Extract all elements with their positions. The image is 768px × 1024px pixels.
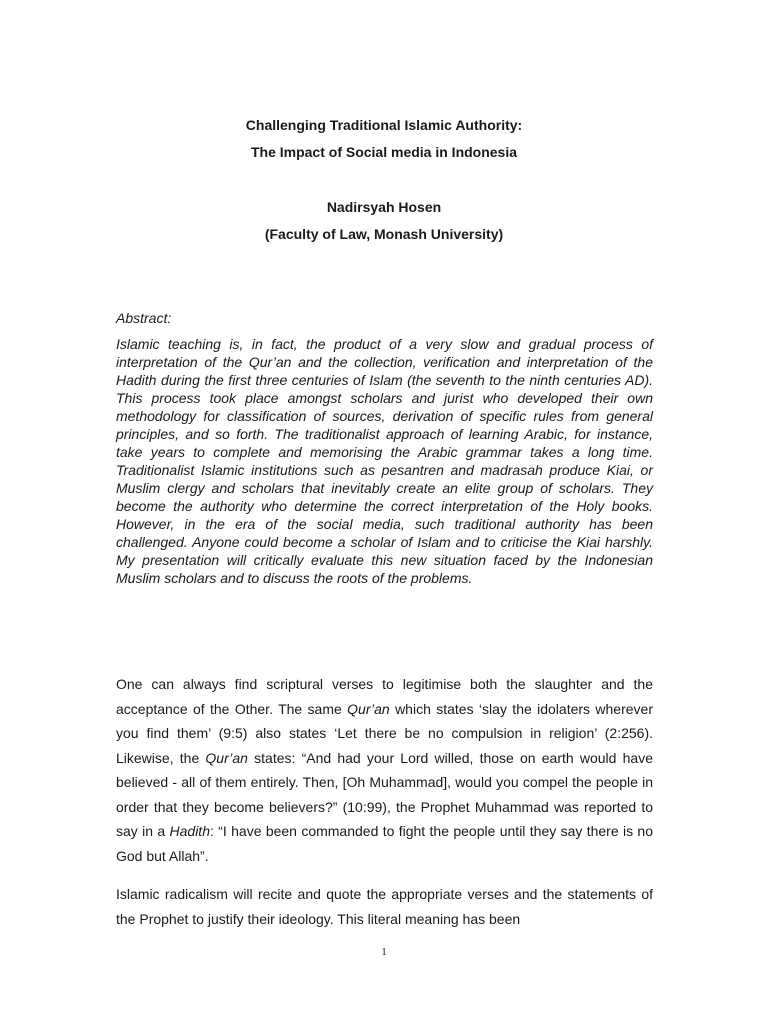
title-line-2: The Impact of Social media in Indonesia [250,144,518,160]
body-paragraph-1 [116,672,653,868]
p1-text-c: states: “And had your Lord willed, those on earth would have believed - all of them entirely. Then, [Oh Muhammad], would you compel the people in order that they become believers?” (10:99), the Prophet Muhammad was reported to say in a [116,749,653,839]
p1-quran-italic-1: Qur’an [347,700,390,717]
author-block [0,194,768,248]
body-paragraph-2: Islamic radicalism will recite and quote the appropriate verses and the statements of the Prophet to justify their ideology. This literal meaning has been [116,886,653,927]
abstract-heading: Abstract: [116,310,172,326]
author-name: Nadirsyah Hosen [326,199,442,215]
document-title [0,112,768,166]
title-line-1: Challenging Traditional Islamic Authority: [245,117,523,133]
p1-hadith-italic: Hadith [169,823,210,839]
p1-quran-italic-2: Qur’an [205,749,248,766]
page-number: 1 [381,946,387,958]
p1-text-a: One can always find scriptural verses to legitimise both the slaughter and the acceptance of the Other. The same [116,676,653,717]
p1-text-b: which states ‘slay the idolaters wherever you find them’ (9:5) also states ‘Let there be no compulsion in religion’ (2:256). Likewise, the [116,700,653,766]
p1-text-d: : “I have been commanded to fight the people until they say there is no God but Allah”. [116,823,653,864]
author-affiliation: (Faculty of Law, Monash University) [264,226,504,242]
abstract-text: Islamic teaching is, in fact, the product of a very slow and gradual process of interpretation of the Qur’an and the collection, verification and interpretation of the Hadith during the first three centuries of Islam (the seventh to the ninth centuries AD). This process took place amongst scholars and jurist who developed their own methodology for classification of sources, derivation of specific rules from general principles, and so forth. The traditionalist approach of learning Arabic, for instance, take years to complete and memorising the Arabic grammar takes a long time. Traditionalist Islamic institutions such as pesantren and madrasah produce Kiai, or Muslim clergy and scholars that inevitably create an elite group of scholars. They become the authority who determine the correct interpretation of the Holy books. However, in the era of the social media, such traditional authority has been challenged. Anyone could become a scholar of Islam and to criticise the Kiai harshly. My presentation will critically evaluate this new situation faced by the Indonesian Muslim scholars and to discuss the roots of the problems. [116,336,653,586]
